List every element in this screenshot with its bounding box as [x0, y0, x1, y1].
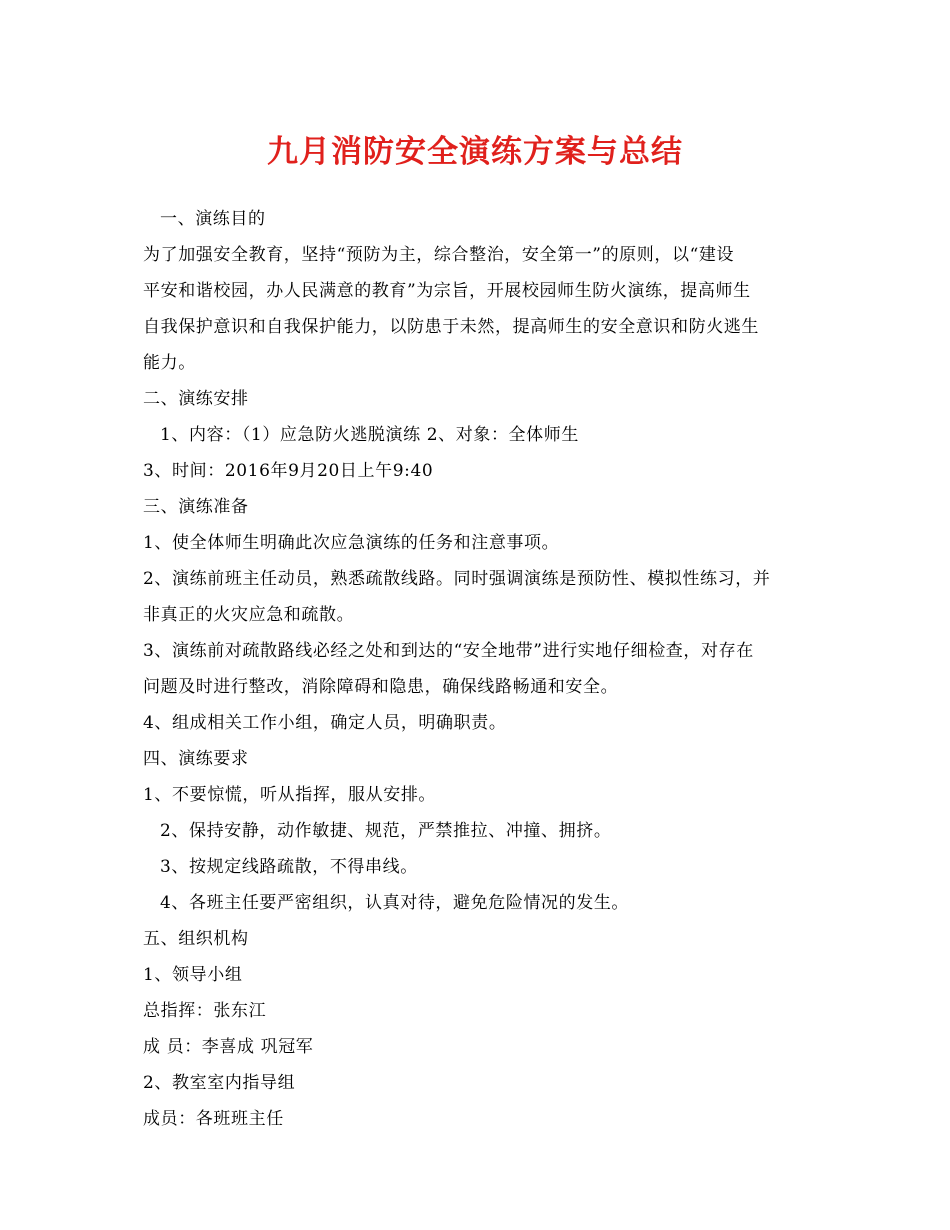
list-item: 4、各班主任要严密组织，认真对待，避免危险情况的发生。: [160, 893, 630, 913]
list-item: 3、按规定线路疏散，不得串线。: [160, 857, 418, 877]
list-item: 1、领导小组: [143, 965, 243, 985]
section-heading-requirements: 四、演练要求: [143, 749, 249, 769]
list-item: 2、教室室内指导组: [143, 1073, 296, 1093]
paragraph-line: 平安和谐校园，办人民满意的教育”为宗旨，开展校园师生防火演练，提高师生: [143, 281, 751, 301]
list-item: 1、内容：（1）应急防火逃脱演练 2、对象：全体师生: [160, 425, 579, 445]
section-heading-purpose: 一、演练目的: [160, 209, 266, 229]
paragraph-line: 成员：各班班主任: [143, 1109, 284, 1129]
paragraph-line: 自我保护意识和自我保护能力，以防患于未然，提高师生的安全意识和防火逃生: [143, 317, 759, 337]
section-heading-organization: 五、组织机构: [143, 929, 249, 949]
document-title: 九月消防安全演练方案与总结: [267, 134, 683, 170]
list-item: 3、演练前对疏散路线必经之处和到达的“安全地带”进行实地仔细检查，对存在: [143, 641, 754, 661]
paragraph-line: 能力。: [143, 353, 196, 373]
list-item: 1、使全体师生明确此次应急演练的任务和注意事项。: [143, 533, 560, 553]
list-item: 4、组成相关工作小组，确定人员，明确职责。: [143, 713, 507, 733]
list-item: 1、不要惊慌，听从指挥，服从安排。: [143, 785, 437, 805]
paragraph-line: 成 员：李喜成 巩冠军: [143, 1037, 314, 1057]
paragraph-line: 为了加强安全教育，坚持“预防为主，综合整治，安全第一”的原则，以“建设: [143, 245, 735, 265]
section-heading-arrangement: 二、演练安排: [143, 389, 249, 409]
list-item: 2、演练前班主任动员，熟悉疏散线路。同时强调演练是预防性、模拟性练习，并: [143, 569, 771, 589]
paragraph-line: 非真正的火灾应急和疏散。: [143, 605, 355, 625]
paragraph-line: 总指挥：张东江: [143, 1001, 267, 1021]
list-item: 3、时间：2016年9月20日上午9:40: [143, 461, 434, 481]
section-heading-preparation: 三、演练准备: [143, 497, 249, 517]
paragraph-line: 问题及时进行整改，消除障碍和隐患，确保线路畅通和安全。: [143, 677, 619, 697]
list-item: 2、保持安静，动作敏捷、规范，严禁推拉、冲撞、拥挤。: [160, 821, 612, 841]
